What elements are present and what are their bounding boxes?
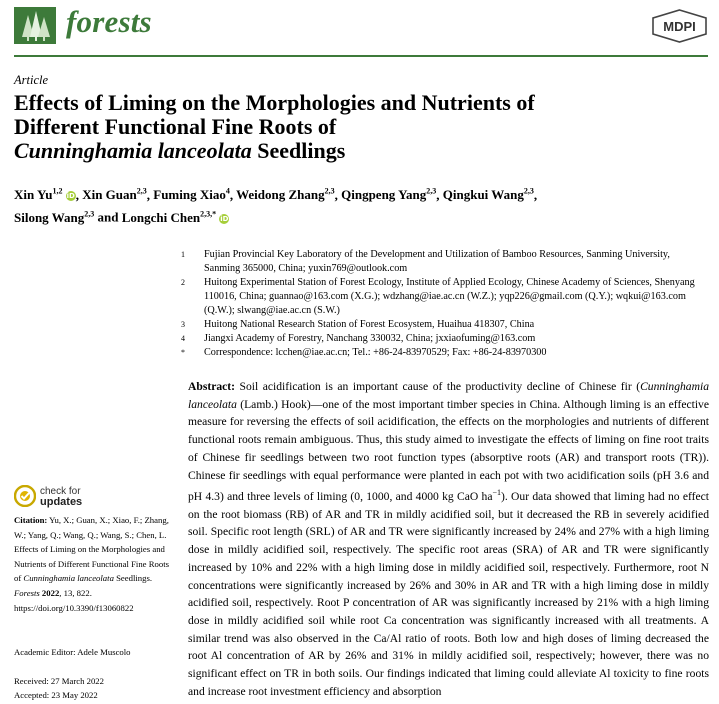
- author[interactable]: Silong Wang$^{2,3}$: [14, 209, 95, 225]
- author[interactable]: Longchi Chen$^{2,3,*}$: [121, 209, 217, 225]
- title-species: Cunninghamia lanceolata: [14, 138, 252, 163]
- article-type: Article: [14, 73, 49, 87]
- affiliation-4: 4 Jiangxi Academy of Forestry, Nanchang 330032, China; jxxiaofuming@163.com: [181, 333, 536, 344]
- received-date: Received: 27 March 2022: [14, 676, 104, 686]
- author[interactable]: Qingkui Wang$^{2,3}$: [442, 187, 534, 203]
- check-for-updates-button[interactable]: check for updates: [14, 485, 134, 515]
- orcid-icon[interactable]: iD: [66, 192, 75, 201]
- affiliation-1: 1 Fujian Provincial Key Laboratory of the Development and Utilization of Bamboo Resources, Sanming University, Sanming 365000, China; yuxin769@outlook.com: [181, 249, 670, 274]
- author[interactable]: Xin Guan$^{2,3}$: [82, 187, 147, 203]
- publisher-logo: [651, 9, 708, 43]
- abstract-heading: Abstract:: [188, 380, 236, 393]
- affiliation-2: 2 Huitong Experimental Station of Forest Ecology, Institute of Applied Ecology, Chinese Academy of Sciences, Shenyang 110016, China; guannao@163.com (X.G.); wdzhang@iae.ac.cn (W.Z.); yqp226@gmail.com (Q.Y.); wqkui@163.com (Q.W.); slwang@iae.ac.cn (S.W.): [181, 277, 695, 316]
- author-list: Xin Yu$^{1,2}$ iD, Xin Guan$^{2,3}$, Fuming Xiao$^4$, Weidong Zhang$^{2,3}$, Qingpeng Yang$^{2,3}$, Qingkui Wang$^{2,3}$, Silong Wang$^{2,3}$ and Longchi Chen$^{2,3,*}$ iD: [14, 187, 538, 225]
- header-rule: [14, 55, 708, 57]
- forest-trees-icon: [14, 7, 56, 44]
- title-line-1: Effects of Liming on the Morphologies and Nutrients of: [14, 90, 535, 115]
- author[interactable]: Fuming Xiao$^4$: [153, 187, 230, 203]
- article-title: [14, 91, 694, 163]
- title-line-2: Different Functional Fine Roots of: [14, 114, 337, 139]
- title-line-3-rest: Seedlings: [251, 138, 346, 163]
- check-updates-icon: [14, 485, 36, 507]
- correspondence: * Correspondence: lcchen@iae.ac.cn; Tel.: +86-24-83970529; Fax: +86-24-83970300: [181, 347, 547, 358]
- journal-logo: [14, 7, 56, 44]
- affiliation-3: 3 Huitong National Research Station of Forest Ecosystem, Huaihua 418307, China: [181, 319, 535, 330]
- publisher-logo-text: MDPI: [663, 19, 696, 34]
- author[interactable]: Qingpeng Yang$^{2,3}$: [341, 187, 437, 203]
- citation: Citation: Yu, X.; Guan, X.; Xiao, F.; Zhang, W.; Yang, Q.; Wang, Q.; Wang, S.; Chen, L. Effects of Liming on the Morphologies and Nutrients of Different Functional Fine Roots of Cunninghamia lanceolata Seedlings. Forests 2022, 13, 822. https://doi.org/10.3390/f13060822: [14, 515, 169, 613]
- author[interactable]: Weidong Zhang$^{2,3}$: [236, 187, 335, 203]
- title-line-3: [14, 139, 694, 163]
- orcid-icon[interactable]: iD: [220, 214, 229, 223]
- academic-editor: Academic Editor: Adele Muscolo: [14, 647, 131, 657]
- author[interactable]: Xin Yu$^{1,2}$: [14, 187, 63, 203]
- abstract: Abstract: Soil acidification is an important cause of the productivity decline of Chinese fir (Cunninghamia lanceolata (Lamb.) Hook)—one of the most important timber species in China. Although liming is an effective measure for reversing the effects of soil acidification, the effects on the morphologies and nutrients of different functional roots remain ambiguous. Thus, this study aimed to investigate the effects of liming on fine root traits of Chinese fir seedlings between two root function types (absorptive roots (AR) and transport roots (TR)). Chinese fir seedlings with equal performance were planted in each pot with two acidification soils (pH 3.6 and pH 4.3) and three levels of liming (0, 1000, and 4000 kg CaO $ha^{-1}$). Our data showed that liming had no effect on the root biomass (RB) of AR and TR in mildly acidified soil, but it decreased the RB in severely acidified soil. Specific root length (SRL) of AR and TR were significantly increased by 24% and 27% with a high liming dose in mildly acidified soil, respectively. The specific root areas (SRA) of AR and TR were significantly increased by 10% and 22% with a high liming dose in mildly acidified soil, respectively. Furthermore, root N concentrations were significantly increased by 26% and 30% in AR and TR with a high liming dose in mildly acidified soil, respectively. Root P concentration of AR was significantly increased by 21% with a high liming dose in mildly acidified soil while root Ca concentration was significantly increased with all treatments. A similar trend was also observed in the Ca/Al ratio of roots. Both low and high doses of liming decreased the root Al concentration of AR by 26% and 31% in mildly acidified soil, respectively; however, there was no significant effect on TR in both soils. Our findings indicated that liming could alleviate Al toxicity to fine roots and increase root investment efficiency and absorption: [188, 380, 709, 698]
- journal-name: forests: [66, 4, 152, 39]
- accepted-date: Accepted: 23 May 2022: [14, 690, 98, 700]
